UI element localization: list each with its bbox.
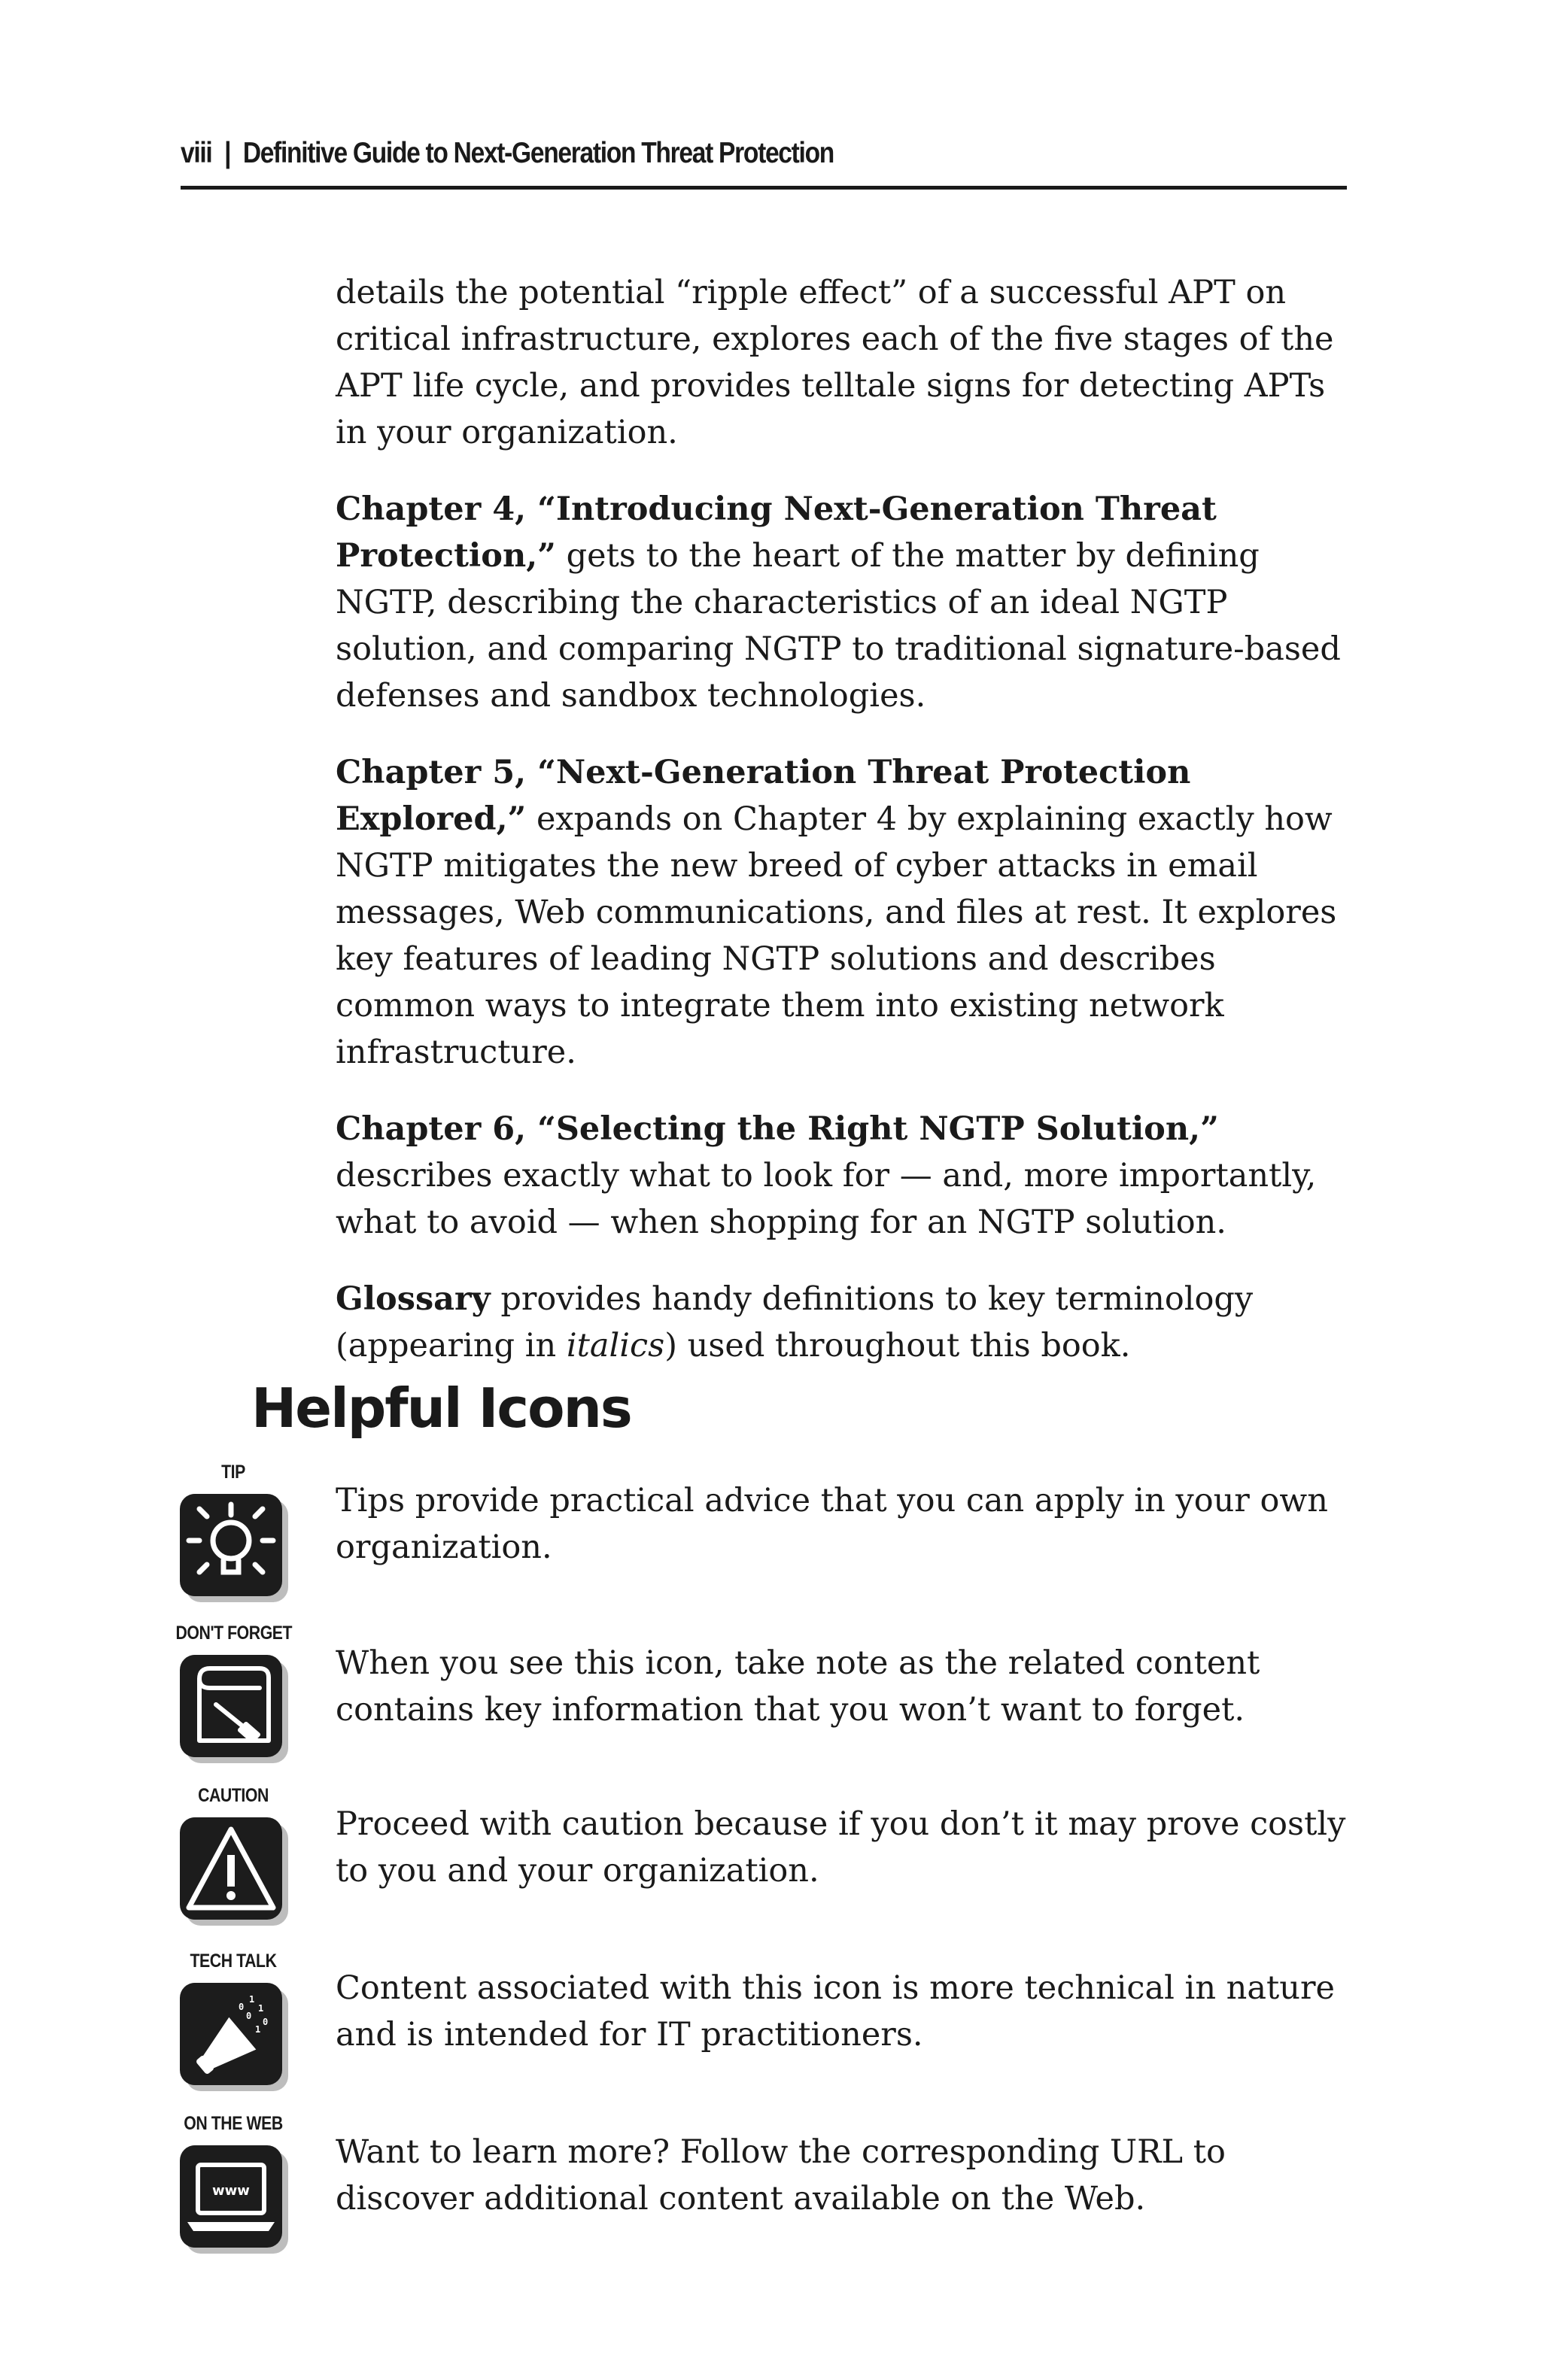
- note-pencil-icon: [177, 1652, 290, 1765]
- megaphone-binary-icon: [177, 1980, 290, 2093]
- paragraph-text: ) used throughout this book.: [664, 1327, 1131, 1365]
- icon-label: TECH TALK: [190, 1950, 277, 1972]
- svg-text:0: 0: [263, 2017, 269, 2027]
- svg-text:1: 1: [255, 2024, 261, 2035]
- icon-description: Proceed with caution because if you don’t it may prove costly to you and your organization.: [336, 1805, 1346, 1890]
- icon-badge: [166, 1783, 301, 1927]
- page-number: viii: [181, 137, 212, 169]
- paragraph-text: expands on Chapter 4 by explaining exactly how NGTP mitigates the new breed of cyber attacks in email messages, Web communications, and files at rest. It explores key features of leading NGTP solutions and describes common ways to integrate them into existing network infrastructure.: [336, 800, 1337, 1071]
- icon-badge: [166, 2111, 301, 2255]
- header-text: [181, 137, 834, 170]
- icon-description: Want to learn more? Follow the corresponding URL to discover additional content available on the Web.: [336, 2133, 1226, 2218]
- body-text: [336, 269, 1351, 1399]
- section-heading: Helpful Icons: [251, 1377, 631, 1440]
- icon-badge: [166, 1459, 301, 1604]
- svg-text:1: 1: [258, 2003, 264, 2014]
- icon-label: ON THE WEB: [184, 2113, 283, 2134]
- book-title: Definitive Guide to Next-Generation Threat Protection: [242, 137, 834, 169]
- paragraph-text: gets to the heart of the matter by defining NGTP, describing the characteristics of an ideal NGTP solution, and comparing NGTP to traditional signature-based defenses and sandbox technologies.: [336, 537, 1341, 715]
- svg-text:0: 0: [246, 2011, 252, 2021]
- paragraph-glossary: [336, 1276, 1351, 1369]
- paragraph-chapter4: [336, 486, 1351, 719]
- lightbulb-icon: [177, 1491, 290, 1604]
- icon-label: TIP: [221, 1462, 245, 1483]
- screen-www-text: www: [212, 2183, 250, 2199]
- paragraph-chapter3-summary: [336, 269, 1351, 456]
- running-header: [181, 137, 1347, 190]
- paragraph-chapter6: [336, 1106, 1351, 1246]
- paragraph-text: provides handy definitions to key terminology (appearing in: [336, 1280, 1254, 1365]
- chapter-title: Chapter 4, “Introducing Next-Generation Threat Protection,”: [336, 490, 1217, 575]
- warning-triangle-icon: [177, 1814, 290, 1927]
- icon-description: When you see this icon, take note as the related content contains key information that you won’t want to forget.: [336, 1644, 1260, 1729]
- icon-description: Content associated with this icon is more technical in nature and is intended for IT practitioners.: [336, 1969, 1335, 2054]
- italic-word: italics: [566, 1327, 665, 1365]
- icon-badge: [166, 1948, 301, 2093]
- svg-text:1: 1: [249, 1994, 255, 2005]
- paragraph-chapter5: [336, 749, 1351, 1076]
- paragraph-text: details the potential “ripple effect” of a successful APT on critical infrastructure, explores each of the five stages of the APT life cycle, and provides telltale signs for detecting APTs in your organization.: [336, 274, 1334, 451]
- chapter-title: Chapter 5, “Next-Generation Threat Protection Explored,”: [336, 754, 1191, 838]
- glossary-title: Glossary: [336, 1280, 491, 1318]
- icon-badge: [166, 1620, 301, 1765]
- icon-label: CAUTION: [198, 1785, 269, 1806]
- chapter-title: Chapter 6, “Selecting the Right NGTP Solution,”: [336, 1110, 1219, 1148]
- icon-description: Tips provide practical advice that you can apply in your own organization.: [336, 1482, 1328, 1566]
- svg-text:0: 0: [239, 2002, 245, 2012]
- header-separator: |: [224, 137, 231, 169]
- laptop-www-icon: [177, 2142, 290, 2255]
- paragraph-text: describes exactly what to look for — and, more importantly, what to avoid — when shopping for an NGTP solution.: [336, 1157, 1317, 1241]
- icon-label: DON'T FORGET: [175, 1623, 293, 1644]
